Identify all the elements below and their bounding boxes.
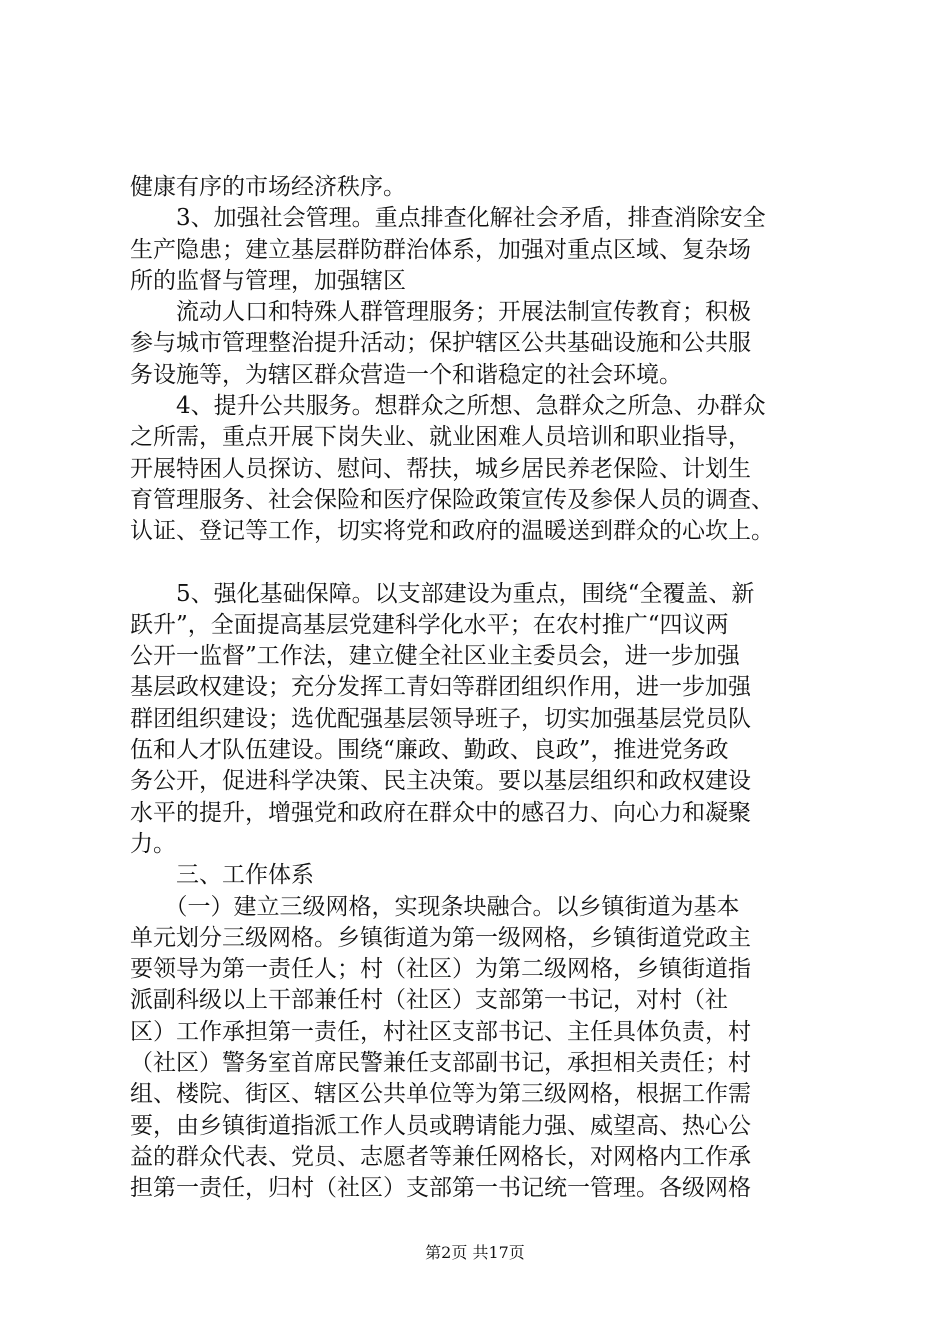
- text-line: 务设施等，为辖区群众营造一个和谐稳定的社会环境。: [130, 361, 682, 388]
- document-body: [130, 172, 830, 1205]
- text-line: 3、加强社会管理。重点排查化解社会矛盾，排查消除安全: [130, 205, 766, 232]
- text-line: 组、楼院、街区、辖区公共单位等为第三级网格，根据工作需: [130, 1081, 751, 1108]
- text-line: 益的群众代表、党员、志愿者等兼任网格长，对网格内工作承: [130, 1143, 751, 1170]
- text-line: 流动人口和特殊人群管理服务；开展法制宣传教育；积极: [130, 299, 751, 326]
- text-line: 伍和人才队伍建设。围绕“廉政、勤政、良政”，推进党务政: [130, 737, 729, 764]
- text-line: 跃升”，全面提高基层党建科学化水平；在农村推广“四议两: [130, 611, 729, 638]
- text-line: 群团组织建设；选优配强基层领导班子，切实加强基层党员队: [130, 705, 751, 732]
- text-line: 健康有序的市场经济秩序。: [130, 174, 406, 200]
- text-line: 担第一责任，归村（社区）支部第一书记统一管理。各级网格: [130, 1175, 751, 1202]
- text-line: （社区）警务室首席民警兼任支部副书记，承担相关责任；村: [130, 1050, 751, 1077]
- text-line: 力。: [130, 830, 176, 857]
- text-line: 要领导为第一责任人；村（社区）为第二级网格，乡镇街道指: [130, 956, 751, 983]
- text-line: 务公开，促进科学决策、民主决策。要以基层组织和政权建设: [130, 768, 751, 795]
- text-line: 公开一监督”工作法，建立健全社区业主委员会，进一步加强: [130, 643, 740, 670]
- text-line: 之所需，重点开展下岗失业、就业困难人员培训和职业指导，: [130, 424, 751, 451]
- text-line: 认证、登记等工作，切实将党和政府的温暖送到群众的心坎上。: [130, 518, 774, 545]
- section-heading: 三、工作体系: [130, 862, 314, 889]
- text-line: 育管理服务、社会保险和医疗保险政策宣传及参保人员的调查、: [130, 486, 774, 513]
- text-line: 派副科级以上干部兼任村（社区）支部第一书记，对村（社: [130, 987, 728, 1014]
- text-line: 5、强化基础保障。以支部建设为重点，围绕“全覆盖、新: [130, 580, 755, 607]
- text-line: 区）工作承担第一责任，村社区支部书记、主任具体负责，村: [130, 1018, 751, 1045]
- text-line: 4、提升公共服务。想群众之所想、急群众之所急、办群众: [130, 393, 766, 420]
- text-line: 水平的提升，增强党和政府在群众中的感召力、向心力和凝聚: [130, 799, 751, 826]
- text-line: （一）建立三级网格，实现条块融合。以乡镇街道为基本: [130, 893, 740, 920]
- text-line: 生产隐患；建立基层群防群治体系，加强对重点区域、复杂场: [130, 236, 751, 263]
- text-line: 参与城市管理整治提升活动；保护辖区公共基础设施和公共服: [130, 330, 751, 357]
- text-line: 单元划分三级网格。乡镇街道为第一级网格，乡镇街道党政主: [130, 924, 751, 951]
- text-line: 所的监督与管理，加强辖区: [130, 267, 406, 294]
- paragraph-gap: [130, 548, 830, 579]
- text-line: 要，由乡镇街道指派工作人员或聘请能力强、威望高、热心公: [130, 1112, 751, 1139]
- page-number-footer: 第2页 共17页: [425, 1243, 525, 1262]
- text-line: 开展特困人员探访、慰问、帮扶，城乡居民养老保险、计划生: [130, 455, 751, 482]
- text-line: 基层政权建设；充分发挥工青妇等群团组织作用，进一步加强: [130, 674, 751, 701]
